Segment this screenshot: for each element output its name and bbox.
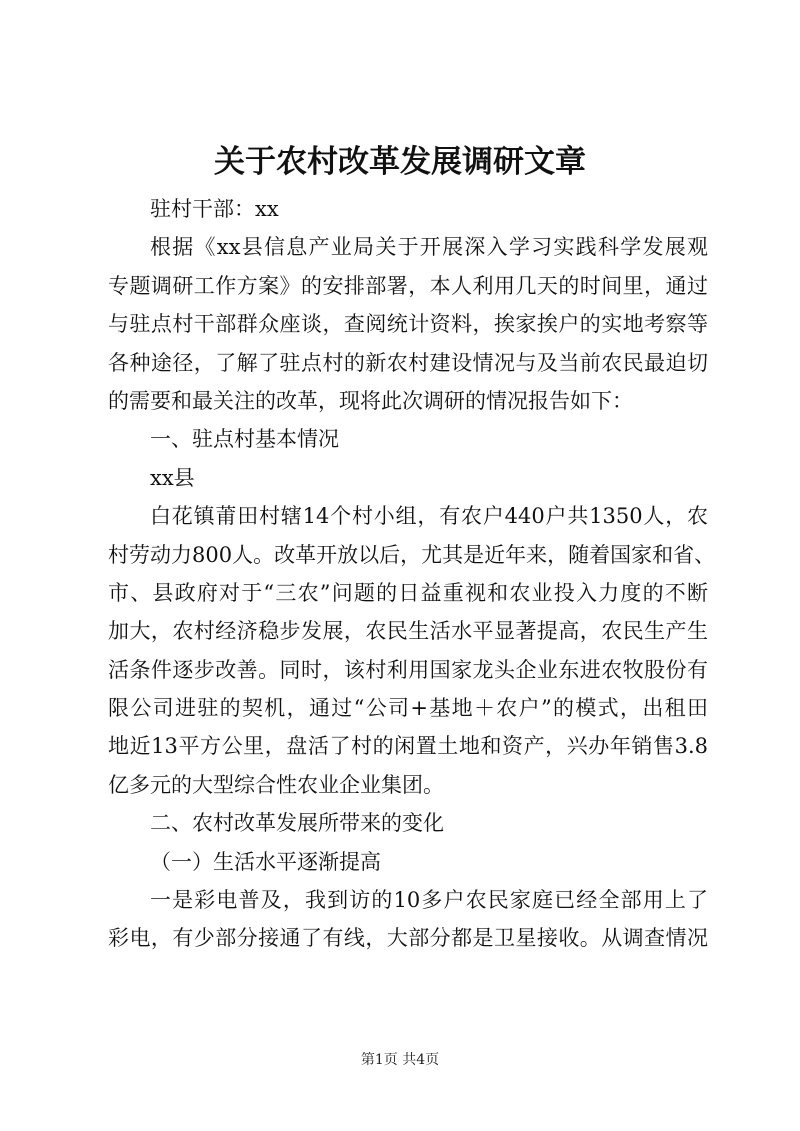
text-line: 的需要和最关注的改革，现将此次调研的情况报告如下：	[108, 388, 633, 413]
text-line: （一）生活水平逐渐提高	[150, 849, 381, 874]
text-line: 白花镇莆田村辖14个村小组，有农户440户共1350人，农	[150, 504, 708, 529]
text-line: 市、县政府对于“三农”问题的日益重视和农业投入力度的不断	[108, 580, 708, 605]
document-body	[108, 190, 716, 958]
page-footer: 第1页 共4页	[360, 1052, 440, 1068]
text-line: 根据《xx县信息产业局关于开展深入学习实践科学发展观	[150, 235, 708, 260]
text-line: 驻村干部：xx	[150, 197, 279, 221]
text-line: 加大，农村经济稳步发展，农民生活水平显著提高，农民生产生	[108, 619, 708, 644]
text-line: xx县	[150, 465, 195, 490]
text-line: 各种途径，了解了驻点村的新农村建设情况与及当前农民最迫切	[108, 350, 708, 375]
text-line: 亿多元的大型综合性农业企业集团。	[108, 772, 444, 797]
text-line: 活条件逐步改善。同时，该村利用国家龙头企业东进农牧股份有	[108, 657, 708, 682]
text-line: 限公司进驻的契机，通过“公司+基地＋农户”的模式，出租田	[108, 696, 708, 721]
text-line: 村劳动力800人。改革开放以后，尤其是近年来，随着国家和省、	[108, 542, 716, 567]
text-line: 地近13平方公里，盘活了村的闲置土地和资产，兴办年销售3.8	[108, 734, 708, 759]
text-line: 一、驻点村基本情况	[150, 427, 339, 452]
document-title: 关于农村改革发展调研文章	[214, 144, 586, 180]
text-line: 二、农村改革发展所带来的变化	[150, 811, 444, 836]
text-line: 一是彩电普及，我到访的10多户农民家庭已经全部用上了	[150, 888, 708, 913]
text-line: 专题调研工作方案》的安排部署，本人利用几天的时间里，通过	[108, 273, 708, 298]
text-line: 彩电，有少部分接通了有线，大部分都是卫星接收。从调查情况	[108, 926, 708, 951]
text-line: 与驻点村干部群众座谈，查阅统计资料，挨家挨户的实地考察等	[108, 312, 708, 337]
